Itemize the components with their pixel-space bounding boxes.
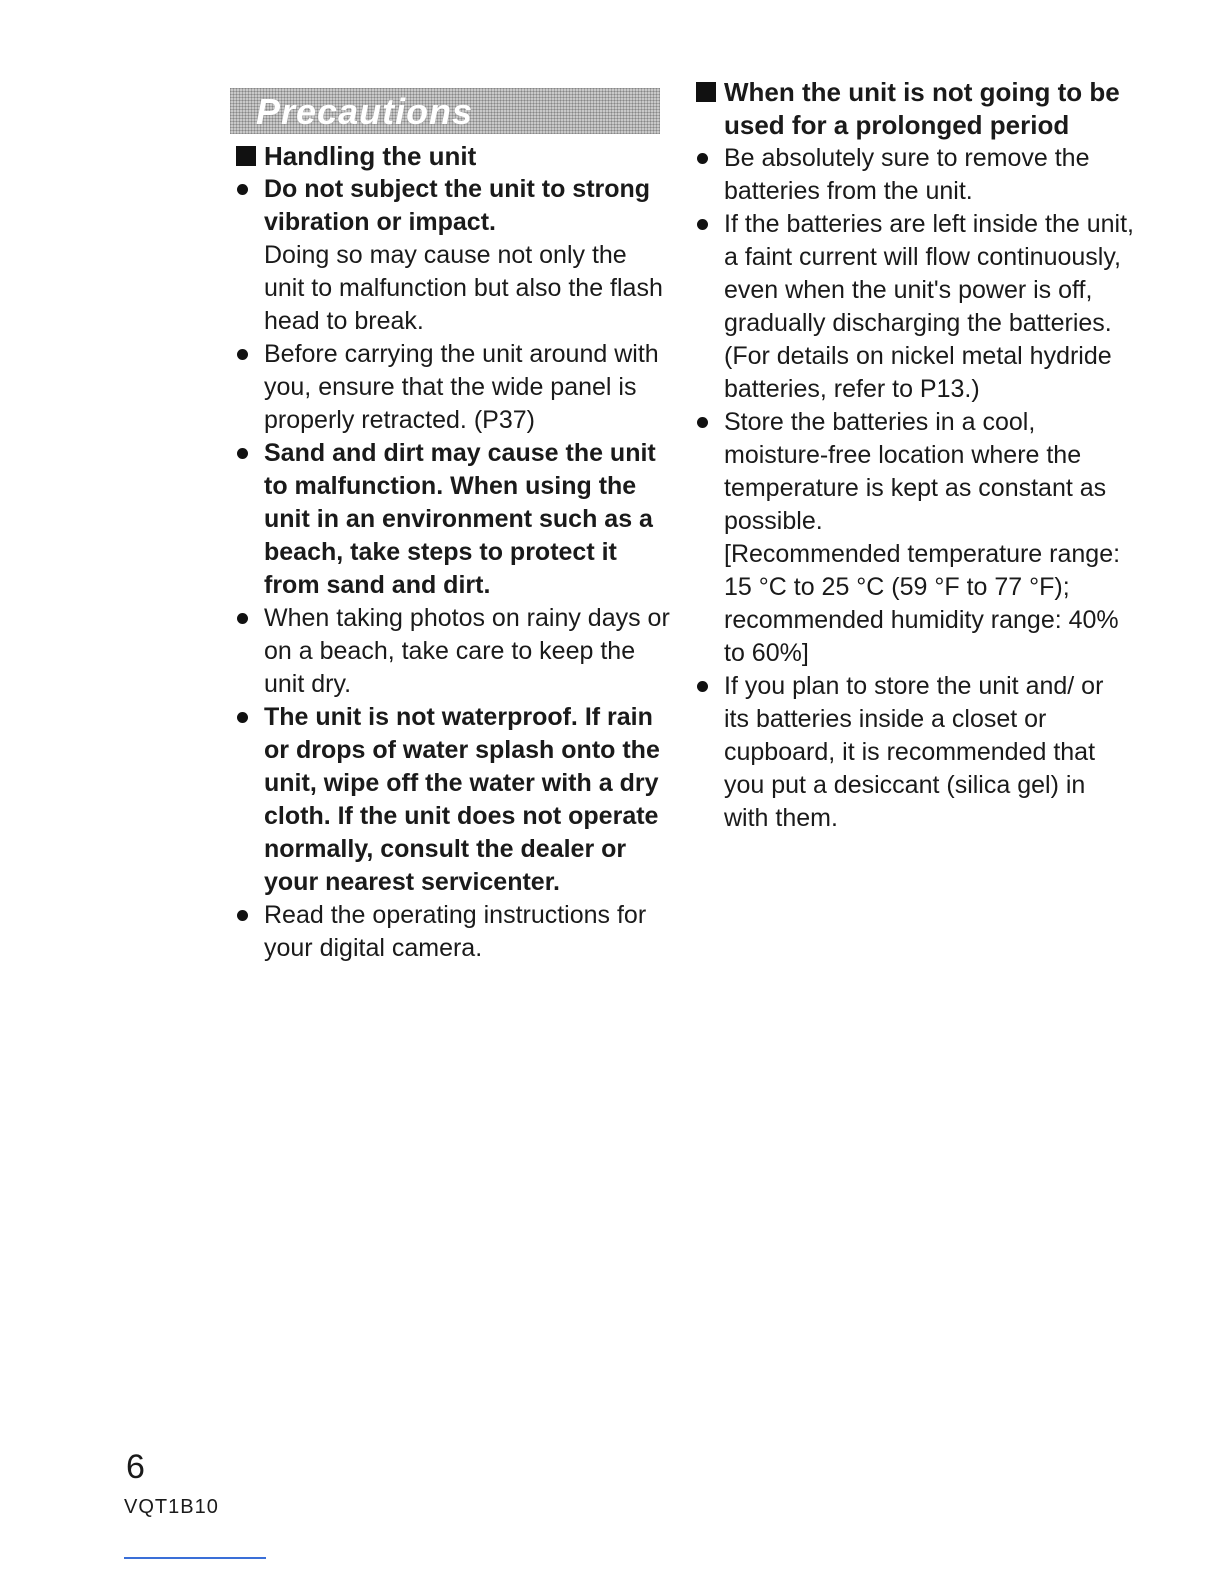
item-text: Doing so may cause not only the unit to malfunction but also the flash head to break. [264,241,663,335]
item-text: Read the operating instructions for your digital camera. [264,901,647,962]
section-heading-handling [230,140,670,173]
bullet-icon [237,349,248,360]
square-bullet-icon [236,146,256,166]
bullet-icon [697,153,708,164]
item-text: Be absolutely sure to remove the batteries from the unit. [724,144,1090,205]
item-bold-text: Do not subject the unit to strong vibration or impact. [264,175,651,236]
bullet-icon [237,448,248,459]
list-item [230,338,670,437]
right-column [694,76,1134,835]
item-bold-text: Sand and dirt may cause the unit to malfunction. When using the unit in an environment such as a beach, take steps to protect it from sand and dirt. [264,439,656,599]
bullet-icon [237,712,248,723]
model-code: VQT1B10 [124,1496,219,1518]
list-item [694,406,1134,670]
item-text: If you plan to store the unit and/ or its batteries inside a closet or cupboard, it is recommended that you put a desiccant (silica gel) in with them. [724,672,1104,832]
square-bullet-icon [696,82,716,102]
banner-title: Precautions [256,91,474,132]
item-text: If the batteries are left inside the unit, a faint current will flow continuously, even when the unit's power is off, gradually discharging the batteries. (For details on nickel metal hydride batteries, refer to P13.) [724,210,1134,403]
bullet-icon [697,219,708,230]
item-text: Store the batteries in a cool, moisture-free location where the temperature is kept as constant as possible. [724,408,1107,535]
bullet-icon [237,613,248,624]
list-item [230,602,670,701]
heading-text: When the unit is not going to be used for a prolonged period [724,77,1120,140]
temperature-note: [Recommended temperature range: 15 °C to 25 °C (59 °F to 77 °F); recommended humidity range: 40% to 60%] [724,540,1121,667]
list-item [230,173,670,338]
section-banner [230,88,660,134]
list-item [694,208,1134,406]
footer-rule [124,1557,266,1559]
list-item [230,437,670,602]
item-text: When taking photos on rainy days or on a beach, take care to keep the unit dry. [264,604,670,698]
bullet-icon [697,417,708,428]
item-text: Before carrying the unit around with you, ensure that the wide panel is properly retracted. (P37) [264,340,659,434]
bullet-icon [697,681,708,692]
section-heading-storage [694,76,1134,142]
page-number: 6 [126,1448,145,1486]
list-item [694,670,1134,835]
list-item [694,142,1134,208]
left-column [230,88,670,965]
list-item [230,899,670,965]
handling-list [230,173,670,965]
storage-list [694,142,1134,835]
list-item [230,701,670,899]
bullet-icon [237,184,248,195]
bullet-icon [237,910,248,921]
heading-text: Handling the unit [264,141,477,171]
item-bold-text: The unit is not waterproof. If rain or drops of water splash onto the unit, wipe off the water with a dry cloth. If the unit does not operate normally, consult the dealer or your nearest servicenter. [264,703,660,896]
